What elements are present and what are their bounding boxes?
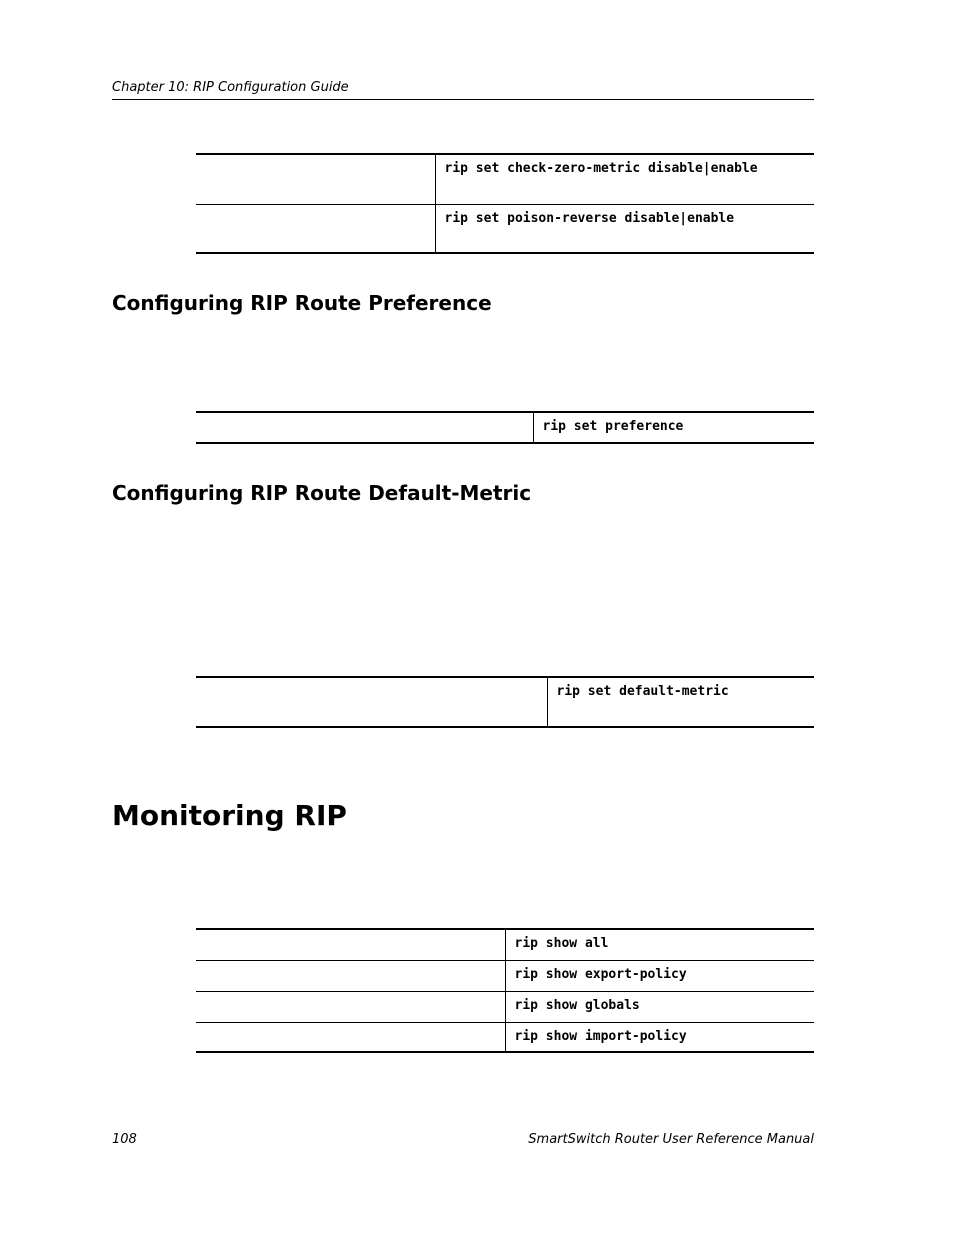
command-table-default-metric: [196, 676, 814, 728]
command-cell: rip show import-policy: [505, 1022, 814, 1052]
command-table-preference: [196, 411, 814, 444]
description-cell: [196, 991, 505, 1022]
command-table-rip-metric: [196, 153, 814, 254]
command-cell: rip set preference: [533, 412, 814, 443]
table-row: [196, 929, 814, 960]
description-cell: [196, 412, 533, 443]
command-cell: rip set poison-reverse disable|enable: [435, 204, 814, 253]
section-heading-default-metric: Configuring RIP Route Default-Metric: [112, 481, 532, 505]
table-row: [196, 154, 814, 204]
command-table-monitoring: [196, 928, 814, 1053]
section-heading-route-preference: Configuring RIP Route Preference: [112, 291, 492, 315]
section-heading-monitoring: Monitoring RIP: [112, 799, 347, 832]
table-row: [196, 677, 814, 727]
table-row: [196, 960, 814, 991]
table-row: [196, 412, 814, 443]
command-cell: rip set check-zero-metric disable|enable: [435, 154, 814, 204]
description-cell: [196, 154, 435, 204]
running-header: Chapter 10: RIP Configuration Guide: [112, 80, 814, 100]
table-row: [196, 1022, 814, 1052]
command-cell: rip set default-metric: [547, 677, 814, 727]
description-cell: [196, 1022, 505, 1052]
command-cell: rip show export-policy: [505, 960, 814, 991]
description-cell: [196, 204, 435, 253]
table-row: [196, 204, 814, 253]
table-row: [196, 991, 814, 1022]
description-cell: [196, 960, 505, 991]
page-number: 108: [112, 1132, 137, 1147]
command-cell: rip show globals: [505, 991, 814, 1022]
description-cell: [196, 677, 547, 727]
manual-title: SmartSwitch Router User Reference Manual: [528, 1132, 814, 1147]
command-cell: rip show all: [505, 929, 814, 960]
description-cell: [196, 929, 505, 960]
